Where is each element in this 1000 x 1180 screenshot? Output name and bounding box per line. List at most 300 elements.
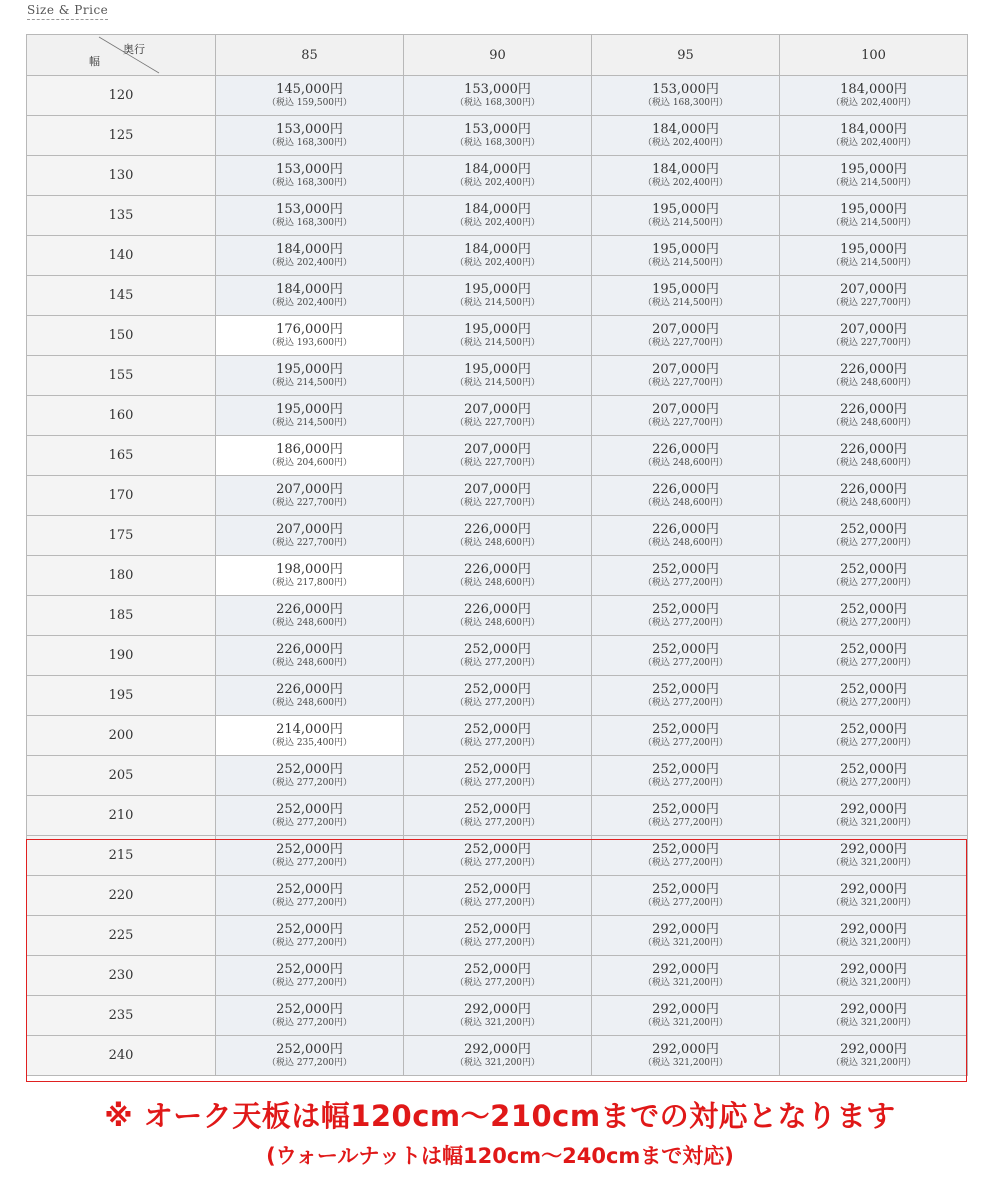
tax-included-price: （税込 321,200円） (642, 937, 729, 948)
price-value: 292,000円 (840, 1041, 907, 1057)
price-cell (780, 76, 968, 116)
price-value: 292,000円 (840, 841, 907, 857)
tax-included-price: （税込 227,700円） (642, 417, 729, 428)
table-row (27, 116, 968, 156)
price-cell (216, 516, 404, 556)
width-cell: 185 (27, 596, 216, 636)
tax-included-price: （税込 193,600円） (266, 337, 353, 348)
price-value: 252,000円 (464, 881, 531, 897)
tax-included-price: （税込 277,200円） (266, 1017, 353, 1028)
price-value: 226,000円 (276, 601, 343, 617)
price-value: 292,000円 (840, 881, 907, 897)
price-cell (592, 756, 780, 796)
depth-header-90: 90 (404, 35, 592, 76)
price-value: 252,000円 (652, 561, 719, 577)
price-value: 207,000円 (840, 281, 907, 297)
price-value: 184,000円 (652, 161, 719, 177)
width-cell: 200 (27, 716, 216, 756)
tax-included-price: （税込 277,200円） (642, 897, 729, 908)
tax-included-price: （税込 321,200円） (830, 817, 917, 828)
table-row (27, 796, 968, 836)
price-value: 292,000円 (464, 1041, 531, 1057)
price-cell (404, 436, 592, 476)
tax-included-price: （税込 248,600円） (642, 537, 729, 548)
price-cell (216, 76, 404, 116)
price-cell (592, 716, 780, 756)
width-cell: 125 (27, 116, 216, 156)
width-cell: 170 (27, 476, 216, 516)
price-value: 252,000円 (652, 681, 719, 697)
price-cell (216, 756, 404, 796)
price-cell (592, 676, 780, 716)
price-cell (780, 996, 968, 1036)
price-cell (216, 956, 404, 996)
tax-included-price: （税込 168,300円） (642, 97, 729, 108)
price-value: 195,000円 (840, 161, 907, 177)
price-value: 184,000円 (276, 281, 343, 297)
price-value: 214,000円 (276, 721, 343, 737)
price-value: 207,000円 (276, 481, 343, 497)
tax-included-price: （税込 227,700円） (454, 417, 541, 428)
price-value: 252,000円 (652, 601, 719, 617)
price-value: 252,000円 (276, 801, 343, 817)
table-row (27, 396, 968, 436)
depth-axis-label: 奥行 (123, 43, 145, 56)
price-value: 195,000円 (652, 281, 719, 297)
price-cell (216, 356, 404, 396)
tax-included-price: （税込 214,500円） (830, 257, 917, 268)
price-value: 252,000円 (464, 761, 531, 777)
tax-included-price: （税込 277,200円） (454, 817, 541, 828)
price-value: 292,000円 (652, 921, 719, 937)
price-value: 226,000円 (840, 361, 907, 377)
tax-included-price: （税込 214,500円） (642, 297, 729, 308)
price-cell (216, 396, 404, 436)
price-value: 186,000円 (276, 441, 343, 457)
diagonal-divider (27, 35, 216, 75)
table-row (27, 676, 968, 716)
price-cell (780, 476, 968, 516)
price-cell (404, 636, 592, 676)
price-value: 153,000円 (276, 201, 343, 217)
tax-included-price: （税込 277,200円） (266, 777, 353, 788)
price-cell (404, 716, 592, 756)
width-cell: 180 (27, 556, 216, 596)
price-value: 226,000円 (652, 481, 719, 497)
price-cell (216, 916, 404, 956)
price-value: 252,000円 (652, 841, 719, 857)
tax-included-price: （税込 277,200円） (454, 857, 541, 868)
depth-header-100: 100 (780, 35, 968, 76)
price-cell (404, 756, 592, 796)
price-value: 226,000円 (464, 601, 531, 617)
price-cell (404, 1036, 592, 1076)
price-cell (216, 116, 404, 156)
price-cell (780, 916, 968, 956)
tax-included-price: （税込 321,200円） (830, 857, 917, 868)
tax-included-price: （税込 321,200円） (830, 1017, 917, 1028)
price-value: 252,000円 (276, 1001, 343, 1017)
tax-included-price: （税込 321,200円） (830, 897, 917, 908)
price-cell (404, 996, 592, 1036)
width-cell: 160 (27, 396, 216, 436)
price-value: 252,000円 (840, 601, 907, 617)
table-row (27, 636, 968, 676)
tax-included-price: （税込 202,400円） (454, 177, 541, 188)
tax-included-price: （税込 277,200円） (642, 737, 729, 748)
price-cell (592, 596, 780, 636)
width-cell: 205 (27, 756, 216, 796)
price-value: 195,000円 (652, 241, 719, 257)
tax-included-price: （税込 277,200円） (266, 977, 353, 988)
price-value: 226,000円 (276, 681, 343, 697)
tax-included-price: （税込 168,300円） (266, 137, 353, 148)
tax-included-price: （税込 227,700円） (454, 497, 541, 508)
width-cell: 195 (27, 676, 216, 716)
price-cell (780, 196, 968, 236)
price-value: 153,000円 (276, 121, 343, 137)
price-cell (216, 476, 404, 516)
tax-included-price: （税込 277,200円） (830, 737, 917, 748)
price-value: 226,000円 (464, 561, 531, 577)
table-row (27, 476, 968, 516)
price-value: 226,000円 (652, 441, 719, 457)
price-cell (216, 636, 404, 676)
tax-included-price: （税込 277,200円） (642, 777, 729, 788)
price-value: 252,000円 (652, 761, 719, 777)
price-cell (404, 676, 592, 716)
price-value: 252,000円 (652, 641, 719, 657)
price-value: 195,000円 (464, 361, 531, 377)
price-cell (216, 436, 404, 476)
tax-included-price: （税込 248,600円） (830, 457, 917, 468)
price-cell (404, 596, 592, 636)
price-cell (404, 236, 592, 276)
price-cell (592, 796, 780, 836)
tax-included-price: （税込 277,200円） (454, 777, 541, 788)
table-row (27, 356, 968, 396)
price-cell (780, 756, 968, 796)
price-cell (404, 316, 592, 356)
tax-included-price: （税込 248,600円） (454, 577, 541, 588)
price-cell (216, 836, 404, 876)
price-cell (780, 956, 968, 996)
width-cell: 215 (27, 836, 216, 876)
price-value: 184,000円 (464, 201, 531, 217)
price-value: 252,000円 (652, 881, 719, 897)
width-axis-label: 幅 (89, 55, 100, 68)
table-body (27, 76, 968, 1076)
width-cell: 190 (27, 636, 216, 676)
tax-included-price: （税込 214,500円） (454, 297, 541, 308)
tax-included-price: （税込 227,700円） (266, 497, 353, 508)
width-cell: 220 (27, 876, 216, 916)
tax-included-price: （税込 204,600円） (266, 457, 353, 468)
price-value: 252,000円 (276, 921, 343, 937)
table-row (27, 436, 968, 476)
width-cell: 145 (27, 276, 216, 316)
tax-included-price: （税込 202,400円） (830, 137, 917, 148)
price-cell (592, 396, 780, 436)
price-value: 252,000円 (276, 761, 343, 777)
price-cell (404, 116, 592, 156)
price-value: 252,000円 (840, 641, 907, 657)
price-cell (780, 836, 968, 876)
price-cell (404, 196, 592, 236)
price-value: 207,000円 (652, 401, 719, 417)
price-value: 292,000円 (840, 1001, 907, 1017)
size-price-table (26, 34, 968, 1076)
price-value: 207,000円 (652, 361, 719, 377)
price-cell (404, 356, 592, 396)
tax-included-price: （税込 214,500円） (642, 217, 729, 228)
table-row (27, 556, 968, 596)
tax-included-price: （税込 277,200円） (830, 697, 917, 708)
tax-included-price: （税込 202,400円） (266, 297, 353, 308)
width-cell: 165 (27, 436, 216, 476)
tax-included-price: （税込 214,500円） (454, 337, 541, 348)
price-cell (780, 716, 968, 756)
price-cell (592, 156, 780, 196)
walnut-availability-note: (ウォールナットは幅120cm～240cmまで対応) (266, 1144, 734, 1168)
price-value: 207,000円 (464, 401, 531, 417)
price-value: 252,000円 (276, 1041, 343, 1057)
price-cell (592, 1036, 780, 1076)
price-value: 252,000円 (464, 921, 531, 937)
tax-included-price: （税込 217,800円） (266, 577, 353, 588)
price-value: 195,000円 (276, 361, 343, 377)
price-cell (216, 676, 404, 716)
price-value: 153,000円 (464, 81, 531, 97)
price-value: 195,000円 (464, 281, 531, 297)
price-cell (592, 76, 780, 116)
tax-included-price: （税込 248,600円） (454, 537, 541, 548)
price-cell (216, 796, 404, 836)
price-cell (592, 316, 780, 356)
price-value: 292,000円 (840, 801, 907, 817)
price-cell (780, 516, 968, 556)
price-value: 252,000円 (464, 841, 531, 857)
table-row (27, 996, 968, 1036)
price-value: 184,000円 (652, 121, 719, 137)
tax-included-price: （税込 248,600円） (642, 457, 729, 468)
tax-included-price: （税込 214,500円） (454, 377, 541, 388)
price-cell (780, 596, 968, 636)
width-cell: 210 (27, 796, 216, 836)
price-value: 195,000円 (840, 201, 907, 217)
price-value: 252,000円 (464, 961, 531, 977)
tax-included-price: （税込 214,500円） (830, 217, 917, 228)
price-cell (592, 636, 780, 676)
tax-included-price: （税込 202,400円） (642, 137, 729, 148)
price-value: 145,000円 (276, 81, 343, 97)
tax-included-price: （税込 277,200円） (454, 977, 541, 988)
price-cell (780, 316, 968, 356)
price-value: 153,000円 (276, 161, 343, 177)
price-cell (592, 876, 780, 916)
price-value: 207,000円 (840, 321, 907, 337)
tax-included-price: （税込 277,200円） (454, 897, 541, 908)
price-value: 252,000円 (464, 641, 531, 657)
tax-included-price: （税込 227,700円） (642, 337, 729, 348)
price-cell (216, 236, 404, 276)
price-value: 195,000円 (652, 201, 719, 217)
price-value: 195,000円 (276, 401, 343, 417)
table-row (27, 596, 968, 636)
price-value: 252,000円 (276, 881, 343, 897)
tax-included-price: （税込 277,200円） (830, 537, 917, 548)
tax-included-price: （税込 321,200円） (830, 937, 917, 948)
price-value: 252,000円 (464, 681, 531, 697)
table-row (27, 716, 968, 756)
price-cell (216, 196, 404, 236)
tax-included-price: （税込 248,600円） (830, 417, 917, 428)
tax-included-price: （税込 248,600円） (642, 497, 729, 508)
tax-included-price: （税込 248,600円） (830, 497, 917, 508)
price-value: 292,000円 (464, 1001, 531, 1017)
price-cell (404, 76, 592, 116)
price-cell (592, 236, 780, 276)
price-cell (216, 156, 404, 196)
price-cell (216, 876, 404, 916)
table-row (27, 76, 968, 116)
tax-included-price: （税込 277,200円） (266, 897, 353, 908)
tax-included-price: （税込 227,700円） (266, 537, 353, 548)
price-value: 292,000円 (652, 1041, 719, 1057)
price-value: 184,000円 (840, 81, 907, 97)
price-value: 226,000円 (840, 481, 907, 497)
price-cell (592, 436, 780, 476)
tax-included-price: （税込 277,200円） (454, 937, 541, 948)
tax-included-price: （税込 227,700円） (830, 337, 917, 348)
price-cell (404, 476, 592, 516)
width-cell: 120 (27, 76, 216, 116)
tax-included-price: （税込 202,400円） (266, 257, 353, 268)
tax-included-price: （税込 214,500円） (830, 177, 917, 188)
price-cell (592, 196, 780, 236)
depth-header-95: 95 (592, 35, 780, 76)
oak-availability-note: ※ オーク天板は幅120cm～210cmまでの対応となります (104, 1099, 896, 1133)
depth-header-85: 85 (216, 35, 404, 76)
price-value: 184,000円 (464, 241, 531, 257)
tax-included-price: （税込 168,300円） (266, 177, 353, 188)
tax-included-price: （税込 235,400円） (266, 737, 353, 748)
price-value: 226,000円 (840, 441, 907, 457)
table-row (27, 276, 968, 316)
table-row (27, 236, 968, 276)
tax-included-price: （税込 214,500円） (266, 417, 353, 428)
price-value: 198,000円 (276, 561, 343, 577)
tax-included-price: （税込 277,200円） (830, 657, 917, 668)
price-value: 184,000円 (840, 121, 907, 137)
width-cell: 175 (27, 516, 216, 556)
price-value: 252,000円 (652, 801, 719, 817)
price-cell (592, 836, 780, 876)
tax-included-price: （税込 277,200円） (642, 577, 729, 588)
price-cell (404, 516, 592, 556)
price-cell (216, 716, 404, 756)
price-cell (404, 796, 592, 836)
tax-included-price: （税込 321,200円） (830, 1057, 917, 1068)
price-value: 195,000円 (840, 241, 907, 257)
price-value: 252,000円 (840, 561, 907, 577)
tax-included-price: （税込 168,300円） (266, 217, 353, 228)
price-cell (592, 356, 780, 396)
tax-included-price: （税込 277,200円） (266, 817, 353, 828)
tax-included-price: （税込 248,600円） (454, 617, 541, 628)
price-value: 252,000円 (840, 681, 907, 697)
price-cell (592, 916, 780, 956)
tax-included-price: （税込 277,200円） (830, 617, 917, 628)
width-cell: 140 (27, 236, 216, 276)
price-cell (780, 276, 968, 316)
price-value: 153,000円 (464, 121, 531, 137)
tax-included-price: （税込 168,300円） (454, 97, 541, 108)
width-cell: 240 (27, 1036, 216, 1076)
tax-included-price: （税込 248,600円） (266, 617, 353, 628)
price-value: 226,000円 (276, 641, 343, 657)
tax-included-price: （税込 248,600円） (830, 377, 917, 388)
tax-included-price: （税込 277,200円） (266, 857, 353, 868)
table-row (27, 316, 968, 356)
price-value: 252,000円 (276, 961, 343, 977)
price-cell (216, 996, 404, 1036)
price-value: 252,000円 (276, 841, 343, 857)
tax-included-price: （税込 214,500円） (266, 377, 353, 388)
price-value: 195,000円 (464, 321, 531, 337)
tax-included-price: （税込 277,200円） (642, 617, 729, 628)
price-cell (780, 796, 968, 836)
tax-included-price: （税込 277,200円） (454, 697, 541, 708)
table-row (27, 1036, 968, 1076)
tax-included-price: （税込 159,500円） (266, 97, 353, 108)
tax-included-price: （税込 168,300円） (454, 137, 541, 148)
table-header-row (27, 35, 968, 76)
corner-header-cell (27, 35, 216, 76)
tax-included-price: （税込 321,200円） (454, 1017, 541, 1028)
tax-included-price: （税込 202,400円） (642, 177, 729, 188)
price-cell (592, 556, 780, 596)
tax-included-price: （税込 277,200円） (830, 577, 917, 588)
tax-included-price: （税込 227,700円） (830, 297, 917, 308)
price-cell (780, 156, 968, 196)
price-cell (780, 636, 968, 676)
price-value: 292,000円 (652, 1001, 719, 1017)
tax-included-price: （税込 202,400円） (454, 217, 541, 228)
price-cell (780, 676, 968, 716)
tax-included-price: （税込 248,600円） (266, 657, 353, 668)
tax-included-price: （税込 321,200円） (642, 1057, 729, 1068)
price-cell (404, 916, 592, 956)
price-cell (216, 316, 404, 356)
price-value: 207,000円 (464, 441, 531, 457)
price-value: 252,000円 (840, 761, 907, 777)
table-row (27, 956, 968, 996)
price-value: 226,000円 (840, 401, 907, 417)
tax-included-price: （税込 202,400円） (454, 257, 541, 268)
price-value: 252,000円 (464, 721, 531, 737)
price-value: 252,000円 (464, 801, 531, 817)
price-value: 226,000円 (652, 521, 719, 537)
table-row (27, 516, 968, 556)
tax-included-price: （税込 277,200円） (830, 777, 917, 788)
price-cell (404, 276, 592, 316)
price-cell (404, 396, 592, 436)
width-cell: 135 (27, 196, 216, 236)
table-row (27, 756, 968, 796)
tax-included-price: （税込 321,200円） (642, 1017, 729, 1028)
price-cell (216, 556, 404, 596)
